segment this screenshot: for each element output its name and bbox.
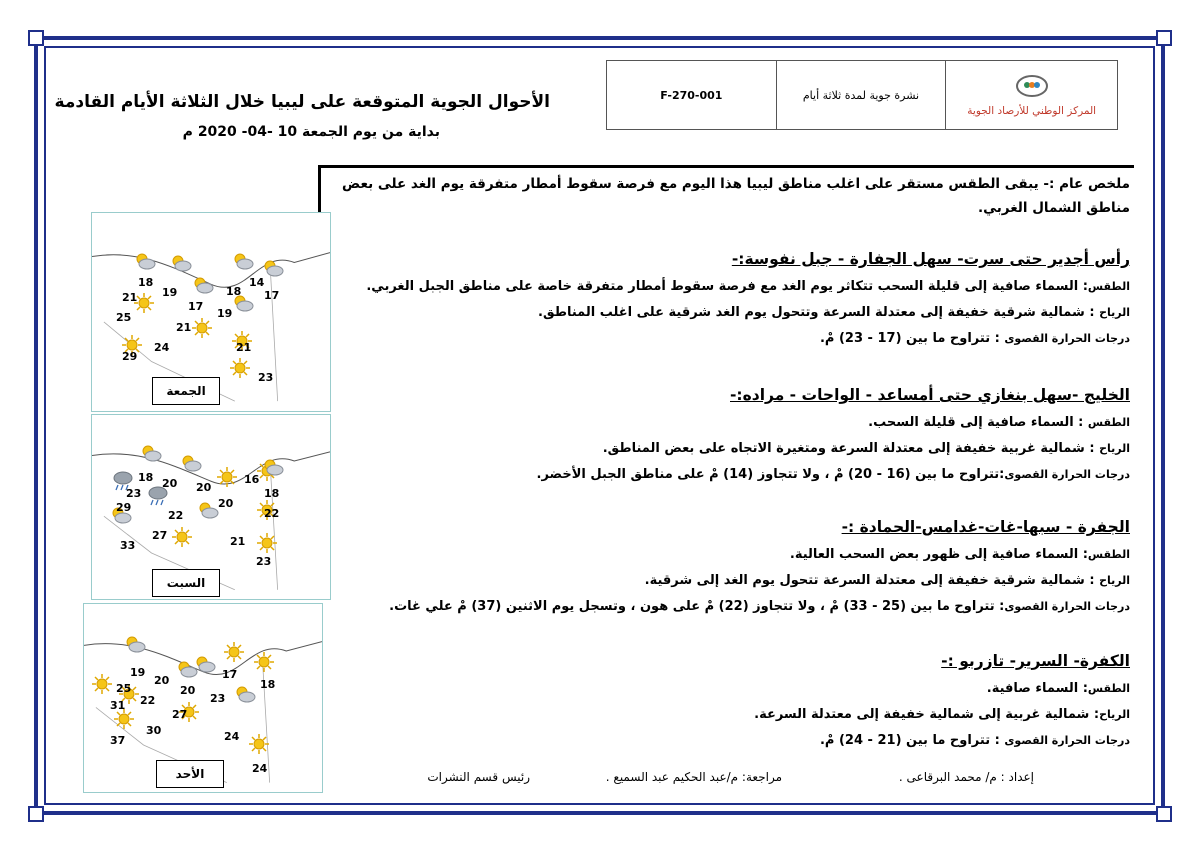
- region-section: [330, 652, 1130, 754]
- wind-line: [330, 702, 1130, 728]
- temperature-value: 17: [222, 668, 238, 681]
- partly-cloudy-icon: [262, 457, 282, 477]
- head-of-bulletins: رئيس قسم النشرات: [427, 770, 530, 784]
- weather-text: : السماء صافية إلى قليلة السحب.: [868, 415, 1088, 430]
- sunny-icon: [114, 709, 134, 729]
- temperature-value: 22: [168, 509, 184, 522]
- weather-label: الطقس: [1087, 280, 1130, 293]
- temperature-value: 18: [138, 471, 154, 484]
- temperature-value: 20: [154, 674, 170, 687]
- partly-cloudy-icon: [194, 654, 214, 674]
- weather-line: [330, 676, 1130, 702]
- temperature-value: 20: [162, 477, 178, 490]
- center-cell: [945, 61, 1117, 129]
- header-table: [606, 60, 1118, 130]
- forecast-map-day1: [91, 212, 331, 412]
- region-title: الكفرة- السرير- تازربو :-: [941, 652, 1130, 670]
- temperature-value: 18: [260, 678, 276, 691]
- wind-label: الرياح: [1099, 708, 1130, 721]
- partly-cloudy-icon: [192, 275, 212, 295]
- region-title: رأس أجدير حتى سرت- سهل الجفارة - جبل نفوسة:-: [731, 250, 1130, 268]
- wind-text: : شمالية غربية خفيفة إلى معتدلة السرعة ومتغيرة الاتجاه على بعض المناطق.: [602, 441, 1100, 456]
- temperature-value: 16: [244, 473, 260, 486]
- partly-cloudy-icon: [176, 659, 196, 679]
- weather-line: [330, 274, 1130, 300]
- temperature-value: 25: [116, 682, 132, 695]
- wind-line: [330, 436, 1130, 462]
- partly-cloudy-icon: [124, 634, 144, 654]
- wind-label: الرياح: [1099, 306, 1130, 319]
- temp-line: [330, 594, 1130, 620]
- temperature-value: 22: [264, 507, 280, 520]
- temp-text: : تتراوح ما بين (17 - 23) مْ.: [819, 331, 1005, 346]
- temperature-value: 31: [110, 699, 126, 712]
- wind-text: : شمالية شرقية خفيفة إلى معتدلة السرعة تتحول يوم الغد إلى شرقية.: [644, 573, 1100, 588]
- temperature-value: 21: [236, 341, 252, 354]
- form-code: F-270-001: [660, 88, 723, 102]
- temp-line: [330, 728, 1130, 754]
- temperature-value: 19: [130, 666, 146, 679]
- region-section: [330, 386, 1130, 488]
- sunny-icon: [92, 674, 112, 694]
- temperature-value: 23: [126, 487, 142, 500]
- temp-label: درجات الحرارة القصوى: [1004, 734, 1130, 747]
- sunny-icon: [192, 318, 212, 338]
- temperature-value: 20: [180, 684, 196, 697]
- weather-line: [330, 542, 1130, 568]
- wind-line: [330, 300, 1130, 326]
- temperature-value: 14: [249, 276, 265, 289]
- wind-line: [330, 568, 1130, 594]
- partly-cloudy-icon: [180, 453, 200, 473]
- temperature-value: 27: [172, 708, 188, 721]
- wind-label: الرياح: [1099, 442, 1130, 455]
- region-section: [330, 518, 1130, 620]
- weather-label: الطقس: [1087, 548, 1130, 561]
- day-label: الجمعة: [152, 377, 220, 405]
- temperature-value: 29: [122, 350, 138, 363]
- reviewed-by: مراجعة: م/عبد الحكيم عبد السميع .: [605, 770, 782, 784]
- center-logo-icon: [1015, 73, 1049, 99]
- general-summary: ملخص عام :- يبقى الطقس مستقر على اغلب مناطق ليبيا هذا اليوم مع فرصة سقوط أمطار متفرقة يوم الغد على بعض مناطق الشمال الغربي.: [342, 176, 1130, 216]
- temperature-value: 37: [110, 734, 126, 747]
- weather-label: الطقس: [1087, 416, 1130, 429]
- temperature-value: 24: [154, 341, 170, 354]
- temperature-value: 17: [264, 289, 280, 302]
- temperature-value: 23: [258, 371, 274, 384]
- partly-cloudy-icon: [134, 251, 154, 271]
- temperature-value: 23: [210, 692, 226, 705]
- sunny-icon: [172, 527, 192, 547]
- temperature-value: 23: [256, 555, 272, 568]
- temp-label: درجات الحرارة القصوى: [1004, 600, 1130, 613]
- temperature-value: 19: [162, 286, 178, 299]
- temperature-value: 18: [226, 285, 242, 298]
- temperature-value: 18: [264, 487, 280, 500]
- weather-label: الطقس: [1087, 682, 1130, 695]
- temp-label: درجات الحرارة القصوى: [1004, 468, 1130, 481]
- page-subtitle: بداية من يوم الجمعة 10 -04- 2020 م: [182, 124, 440, 140]
- sunny-icon: [224, 642, 244, 662]
- temperature-value: 19: [217, 307, 233, 320]
- temperature-value: 21: [122, 291, 138, 304]
- partly-cloudy-icon: [140, 443, 160, 463]
- partly-cloudy-icon: [262, 258, 282, 278]
- partly-cloudy-icon: [234, 684, 254, 704]
- wind-text: : شمالية شرقية خفيفة إلى معتدلة السرعة وتتحول يوم الغد شرقية على اغلب المناطق.: [538, 305, 1100, 320]
- temp-line: [330, 326, 1130, 352]
- sunny-icon: [217, 467, 237, 487]
- sunny-icon: [249, 734, 269, 754]
- partly-cloudy-icon: [197, 500, 217, 520]
- bulletin-name-cell: [776, 61, 946, 129]
- prepared-by: إعداد : م/ محمد البرقاعى .: [898, 770, 1034, 784]
- sunny-icon: [257, 533, 277, 553]
- weather-text: : السماء صافية إلى قليلة السحب تتكاثر يوم الغد مع فرصة سقوط أمطار متفرقة خاصة على مناطق الجبل الغربي.: [366, 279, 1088, 294]
- temperature-value: 20: [218, 497, 234, 510]
- temperature-value: 18: [138, 276, 154, 289]
- region-title: الجفرة - سبها-غات-غدامس-الحمادة :-: [841, 518, 1130, 536]
- sunny-icon: [254, 652, 274, 672]
- temp-text: : تتراوح ما بين (25 - 33) مْ ، ولا تتجاوز (22) مْ على هون ، وتسجل يوم الاثنين (37) مْ علي غات.: [389, 599, 1005, 614]
- temperature-value: 30: [146, 724, 162, 737]
- region-title: الخليج -سهل بنغازي حتى أمساعد - الواحات - مراده:-: [730, 386, 1130, 404]
- frame-corner: [28, 806, 44, 822]
- bulletin-name: نشرة جوية لمدة ثلاثة أيام: [802, 88, 920, 102]
- temperature-value: 20: [196, 481, 212, 494]
- temp-text: :تتراوح ما بين (16 - 20) مْ ، ولا تتجاوز (14) مْ على مناطق الجبل الأخضر.: [536, 467, 1005, 482]
- center-name: المركز الوطني للأرصاد الجوية: [967, 105, 1097, 117]
- wind-label: الرياح: [1099, 574, 1130, 587]
- temperature-value: 24: [252, 762, 268, 775]
- wind-text: : شمالية غربية إلى شمالية خفيفة إلى معتدلة السرعة.: [754, 707, 1100, 722]
- weather-line: [330, 410, 1130, 436]
- temp-line: [330, 462, 1130, 488]
- region-section: [330, 250, 1130, 352]
- partly-cloudy-icon: [232, 251, 252, 271]
- temperature-value: 29: [116, 501, 132, 514]
- temperature-value: 21: [230, 535, 246, 548]
- temperature-value: 27: [152, 529, 168, 542]
- day-label: السبت: [152, 569, 220, 597]
- partly-cloudy-icon: [170, 253, 190, 273]
- temperature-value: 24: [224, 730, 240, 743]
- temperature-value: 33: [120, 539, 136, 552]
- frame-corner: [28, 30, 44, 46]
- weather-text: : السماء صافية.: [986, 681, 1088, 696]
- day-label: الأحد: [156, 760, 224, 788]
- form-code-cell: [607, 61, 776, 129]
- temperature-value: 25: [116, 311, 132, 324]
- forecast-map-day2: [91, 414, 331, 600]
- temp-label: درجات الحرارة القصوى: [1004, 332, 1130, 345]
- frame-corner: [1156, 806, 1172, 822]
- temperature-value: 22: [140, 694, 156, 707]
- frame-corner: [1156, 30, 1172, 46]
- temperature-value: 21: [176, 321, 192, 334]
- forecast-map-day3: [83, 603, 323, 793]
- weather-text: : السماء صافية إلى ظهور بعض السحب العالية.: [789, 547, 1088, 562]
- sunny-icon: [230, 358, 250, 378]
- temp-text: : تتراوح ما بين (21 - 24) مْ.: [819, 733, 1005, 748]
- temperature-value: 17: [188, 300, 204, 313]
- page-title: الأحوال الجوية المتوقعة على ليبيا خلال الثلاثة الأيام القادمة: [54, 92, 550, 112]
